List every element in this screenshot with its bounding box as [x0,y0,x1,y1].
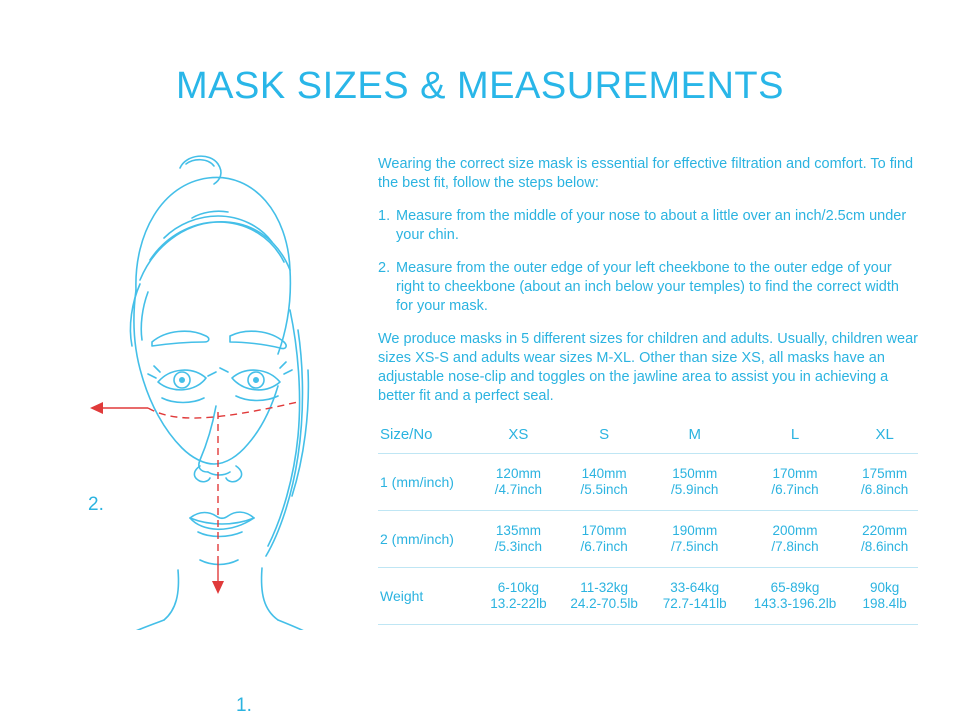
cell-1-xs: 120mm /4.7inch [479,454,557,511]
table-header-xs: XS [508,426,529,443]
cell-weight-m: 33-64kg 72.7-141lb [651,568,739,625]
table-header-sizeno: Size/No [380,426,433,443]
page-title: MASK SIZES & MEASUREMENTS [176,65,784,108]
cell-weight-s: 11-32kg 24.2-70.5lb [558,568,651,625]
cell-2-m: 190mm /7.5inch [651,511,739,568]
step-1 [378,207,918,245]
row-label-weight: Weight [378,568,479,625]
step-1-number: 1. [378,207,391,224]
table-header-l: L [790,426,800,443]
cell-weight-xl: 90kg 198.4lb [851,568,918,625]
cell-1-xl: 175mm /6.8inch [851,454,918,511]
intro-paragraph: Wearing the correct size mask is essential for effective filtration and comfort. To find the best fit, follow the steps below: [378,155,914,191]
step-1-text: Measure from the middle of your nose to about a little over an inch/2.5cm under your chin. [396,207,907,243]
table-header-xl: XL [875,426,894,443]
table-header-row [378,420,918,454]
cell-2-s: 170mm /6.7inch [558,511,651,568]
cell-weight-l: 65-89kg 143.3-196.2lb [739,568,852,625]
table-row [378,454,918,511]
row-label-2: 2 (mm/inch) [378,511,479,568]
cell-1-l: 170mm /6.7inch [739,454,852,511]
cell-2-xs: 135mm /5.3inch [479,511,557,568]
size-measurement-table [378,420,918,625]
row-label-1: 1 (mm/inch) [378,454,479,511]
step-2 [378,259,918,316]
table-header-m: M [688,426,701,443]
measurement-marker-1: 1. [236,695,252,716]
step-2-number: 2. [378,259,391,276]
table-row [378,568,918,625]
cell-1-s: 140mm /5.5inch [558,454,651,511]
table-row [378,511,918,568]
content-panel [378,140,918,625]
measurement-marker-2: 2. [88,494,104,515]
outro-paragraph: We produce masks in 5 different sizes for children and adults. Usually, children wear sizes XS-S and adults wear sizes M-XL. Other than size XS, all masks have an adjustable nose-clip and toggles on the jawline area to assist you in achieving a better fit and a perfect seal. [378,331,918,404]
cell-1-m: 150mm /5.9inch [651,454,739,511]
face-measurement-illustration [40,120,370,716]
cell-weight-xs: 6-10kg 13.2-22lb [479,568,557,625]
table-header-s: S [599,426,610,443]
cell-2-xl: 220mm /8.6inch [851,511,918,568]
cell-2-l: 200mm /7.8inch [739,511,852,568]
step-2-text: Measure from the outer edge of your left cheekbone to the outer edge of your right to cheekbone (about an inch below your temples) to find the correct width for your mask. [396,259,899,314]
face-diagram-svg [40,120,370,630]
